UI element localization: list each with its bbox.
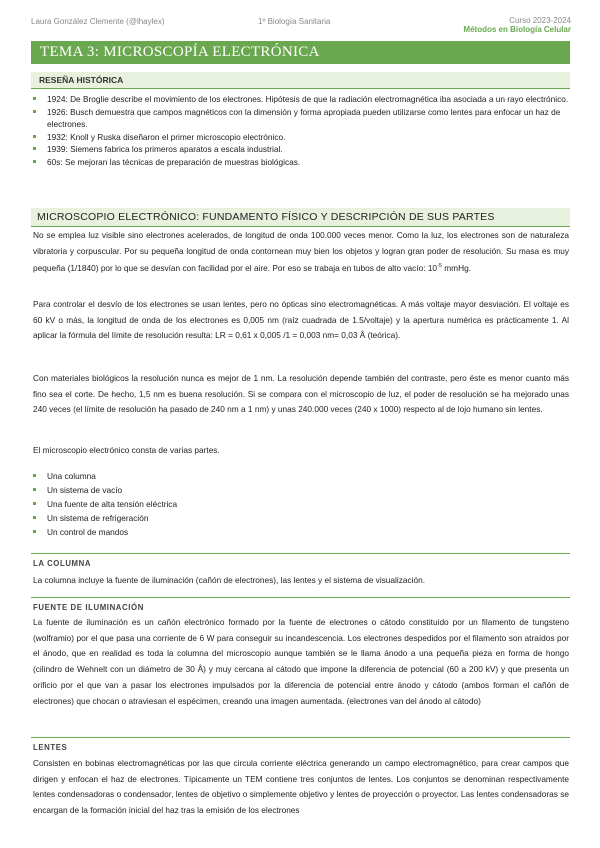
page-title-bar bbox=[31, 41, 570, 64]
page-title: TEMA 3: MICROSCOPÍA ELECTRÓNICA bbox=[40, 44, 320, 60]
list-item: 1939: Siemens fabrica los primeros aparatos a escala industrial. bbox=[33, 143, 570, 156]
list-item: Un sistema de refrigeración bbox=[33, 511, 333, 525]
fundamentals-paragraph-3: Con materiales biológicos la resolución nunca es mejor de 1 nm. La resolución depende también del contraste, pero éste es menor cuanto más fino sea el corte. De hecho, 1,5 nm es buena resolución. Si se compara con el microscopio de luz, el poder de resolución se ha mejorado unas 240 veces (el límite de resolución ha pasado de 240 nm a 1 nm) y unas 240.000 veces (240 x 1000) respecto al de lojo humano sin lentes. bbox=[33, 373, 569, 415]
column-rule bbox=[31, 553, 570, 554]
bullet-icon bbox=[33, 147, 36, 150]
list-item: 1924: De Broglie describe el movimiento de los electrones. Hipótesis de que la radiación electromagnética iba asociada a un rayo electrónico. bbox=[33, 93, 570, 106]
source-heading: FUENTE DE ILUMINACIÓN bbox=[33, 603, 144, 612]
fundamentals-paragraph-2: Para controlar el desvío de los electrones se usan lentes, pero no ópticas sino electromagnéticas. A más voltaje mayor desviación. El voltaje es 60 kV o más, la longitud de onda de los electrones es 0,005 nm (raíz cuadrada de 1.5/voltaje) y la apertura numérica es prácticamente 1. Al aplicar la fórmula del límite de resolución resulta: LR = 0,61 x 0,005 /1 = 0,003 nm= 0,03 Å (teórica). bbox=[33, 299, 569, 341]
bullet-icon bbox=[33, 502, 36, 505]
list-item: Una columna bbox=[33, 469, 333, 483]
bullet-icon bbox=[33, 160, 36, 163]
list-item: Un sistema de vacío bbox=[33, 483, 333, 497]
bullet-icon bbox=[33, 516, 36, 519]
fundamentals-paragraph-4: El microscopio electrónico consta de varias partes. bbox=[33, 445, 220, 455]
column-paragraph: La columna incluye la fuente de iluminación (cañón de electrones), las lentes y el sistema de visualización. bbox=[33, 575, 426, 585]
bullet-icon bbox=[33, 97, 36, 100]
lenses-paragraph: Consisten en bobinas electromagnéticas por las que circula corriente eléctrica generando un campo electromagnético, para crear campos que dirigen y enfocan el haz de electrones. Típicamente un TEM contiene tres conjuntos de lentes. Los conjuntos se denominan respectivamente lentes condensadoras o condensador, lentes de objetivo o simplemente objetivo y lentes de proyección o proyector. Las lentes condensadoras se encargan de la formación inicial del haz tras la emisión de los electrones bbox=[33, 758, 569, 816]
parts-list bbox=[33, 469, 333, 539]
bullet-icon bbox=[33, 110, 36, 113]
history-list bbox=[33, 93, 570, 168]
fundamentals-paragraph-1: No se emplea luz visible sino electrones acelerados, de longitud de onda 100.000 veces menor. Como la luz, los electrones son de naturaleza vibratoria y corpuscular. Por su pequeña longitud de onda contornean muy bien los objetos y logran gran poder de resolución. Su masa es muy pequeña (1/1840) por lo que se desvían con facilidad por el aire. Por eso se trabaja en tubos de alto vacío: $10^{-5}$ mmHg. bbox=[33, 230, 569, 274]
history-heading-rule bbox=[31, 88, 570, 89]
list-item: Un control de mandos bbox=[33, 525, 333, 539]
fundamentals-heading: MICROSCOPIO ELECTRÓNICO: FUNDAMENTO FÍSICO Y DESCRIPCIÓN DE SUS PARTES bbox=[37, 211, 495, 223]
list-item: 60s: Se mejoran las técnicas de preparación de muestras biológicas. bbox=[33, 156, 570, 169]
lenses-heading: LENTES bbox=[33, 743, 68, 752]
header-author: Laura González Clemente (@lhaylex) bbox=[31, 17, 165, 26]
source-rule bbox=[31, 597, 570, 598]
bullet-icon bbox=[33, 488, 36, 491]
lenses-rule bbox=[31, 737, 570, 738]
bullet-icon bbox=[33, 530, 36, 533]
bullet-icon bbox=[33, 474, 36, 477]
list-item: 1926: Busch demuestra que campos magnéticos con la dimensión y forma apropiada pueden utilizarse como lentes para enfocar un haz de electrones. bbox=[33, 106, 570, 131]
header-course-name: 1º Biología Sanitaria bbox=[258, 17, 331, 26]
header-right bbox=[463, 16, 571, 34]
source-paragraph: La fuente de iluminación es un cañón electrónico formado por la fuente de electrones o cátodo constituido por un filamento de tungsteno (wolframio) por el que pasa una corriente de 6 W para conseguir su incandescencia. Los electrones despedidos por el filamento son atraídos por el ánodo, que en realidad es toda la columna del microscopio aunque también se le llama ánodo a una pequeña pieza en forma de hongo (cilindro de Wehnelt con un diámetro de 30 Å) y muy cercana al cátodo que impone la diferencia de potencial (60 a 200 kV) y que presenta un orificio por el que van a pasar los electrones impulsados por la diferencia de potencial entre ánodo y cátodo (ambos forman el cañón de electrones) que chocan o atraviesan el espécimen, creando una imagen aumentada. (electrones van del ánodo al cátodo) bbox=[33, 617, 569, 706]
fundamentals-heading-rule bbox=[31, 226, 570, 227]
list-item: 1932: Knoll y Ruska diseñaron el primer microscopio electrónico. bbox=[33, 131, 570, 144]
column-heading: LA COLUMNA bbox=[33, 559, 92, 568]
header-year: Curso 2023-2024 bbox=[509, 16, 571, 25]
bullet-icon bbox=[33, 135, 36, 138]
history-heading: RESEÑA HISTÓRICA bbox=[39, 75, 124, 85]
list-item: Una fuente de alta tensión eléctrica bbox=[33, 497, 333, 511]
header-subject: Métodos en Biología Celular bbox=[463, 25, 571, 34]
